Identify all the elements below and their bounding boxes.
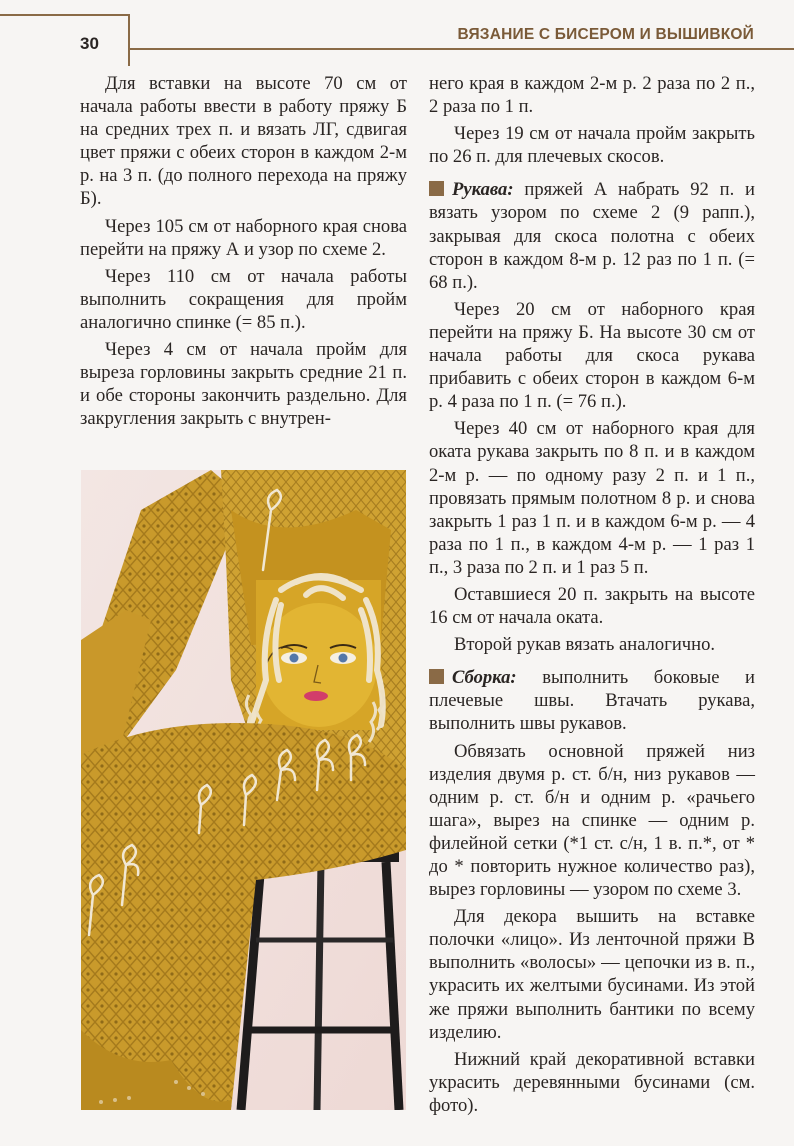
page-number: 30	[80, 34, 99, 53]
paragraph: Через 105 см от наборного края снова перейти на пряжу А и узор по схеме 2.	[80, 215, 407, 260]
section-marker-icon	[429, 669, 444, 684]
running-title: ВЯЗАНИЕ С БИСЕРОМ И ВЫШИВКОЙ	[457, 26, 754, 43]
paragraph: Через 110 см от начала работы выполнить сокращения для пройм аналогично спинке (= 85 п.).	[80, 265, 407, 333]
left-column	[80, 72, 407, 434]
section-marker-icon	[429, 181, 444, 196]
paragraph: Через 40 см от наборного края для оката рукава закрыть по 8 п. и в каждом 2-м р. — по одному разу 2 п. и 1 п., провязать прямым полотном 8 р. и снова закрыть 1 раз 1 п. и в каждом 6-м р. — 4 раза по 1 п., в каждом 4-м р. — 1 раз 1 п., 3 раза по 2 п. и 1 раз 5 п.	[429, 418, 755, 578]
section-assembly	[429, 666, 755, 735]
header-rule	[129, 48, 794, 50]
paragraph: Через 19 см от начала пройм закрыть по 26 п. для плечевых скосов.	[429, 123, 755, 168]
paragraph: Через 20 см от наборного края перейти на пряжу Б. На высоте 30 см от начала работы для скоса рукава прибавить с обеих сторон в каждом 6-м р. 4 раза по 1 п. (= 76 п.).	[429, 298, 755, 413]
paragraph: Оставшиеся 20 п. закрыть на высоте 16 см от начала оката.	[429, 583, 755, 629]
paragraph: Второй рукав вязать аналогично.	[454, 634, 716, 656]
paragraph: Обвязать основной пряжей низ изделия двумя р. ст. б/н, низ рукавов — одним р. ст. б/н и одним р. «рачьего шага», вырез на спинке — одним р. филейной сетки (*1 ст. с/н, 1 в. п.*, от * до * повторить нужное количество раз), вырез горловины — узором по схеме 3.	[429, 740, 755, 901]
section-text: выполнить боковые и плечевые швы. Втачать рукава, выполнить швы рукавов.	[429, 667, 755, 735]
right-column	[429, 72, 755, 1121]
paragraph: него края в каждом 2-м р. 2 раза по 2 п., 2 раза по 1 п.	[429, 73, 755, 118]
paragraph: Для вставки на высоте 70 см от начала работы ввести в работу пряжу Б на средних трех п. и вязать ЛГ, сдвигая цвет пряжи с обеих сторон в каждом 2-м р. на 3 п. (до полного перехода на пряжу Б).	[80, 73, 407, 210]
dress-photo	[81, 470, 406, 1110]
section-title: Сборка:	[452, 667, 517, 689]
section-text: пряжей А набрать 92 п. и вязать узором по схеме 2 (9 рапп.), закрывая для скоса полотна с обеих сторон в каждом 8-м р. 12 раз по 1 п. (= 68 п.).	[429, 179, 755, 293]
paragraph: Нижний край декоративной вставки украсить деревянными бусинами (см. фото).	[429, 1048, 755, 1116]
paragraph: Через 4 см от начала пройм для выреза горловины закрыть средние 21 п. и обе стороны закончить раздельно. Для закругления закрыть с внутрен-	[80, 339, 407, 430]
section-title: Рукава:	[452, 179, 514, 201]
section-sleeves	[429, 178, 755, 293]
paragraph: Для декора вышить на вставке полочки «лицо». Из ленточной пряжи В выполнить «волосы» — цепочки из в. п., украсить их желтыми бусинами. Из этой же пряжи выполнить бантики по всему изделию.	[429, 906, 755, 1043]
header-tab-frame	[0, 14, 130, 66]
